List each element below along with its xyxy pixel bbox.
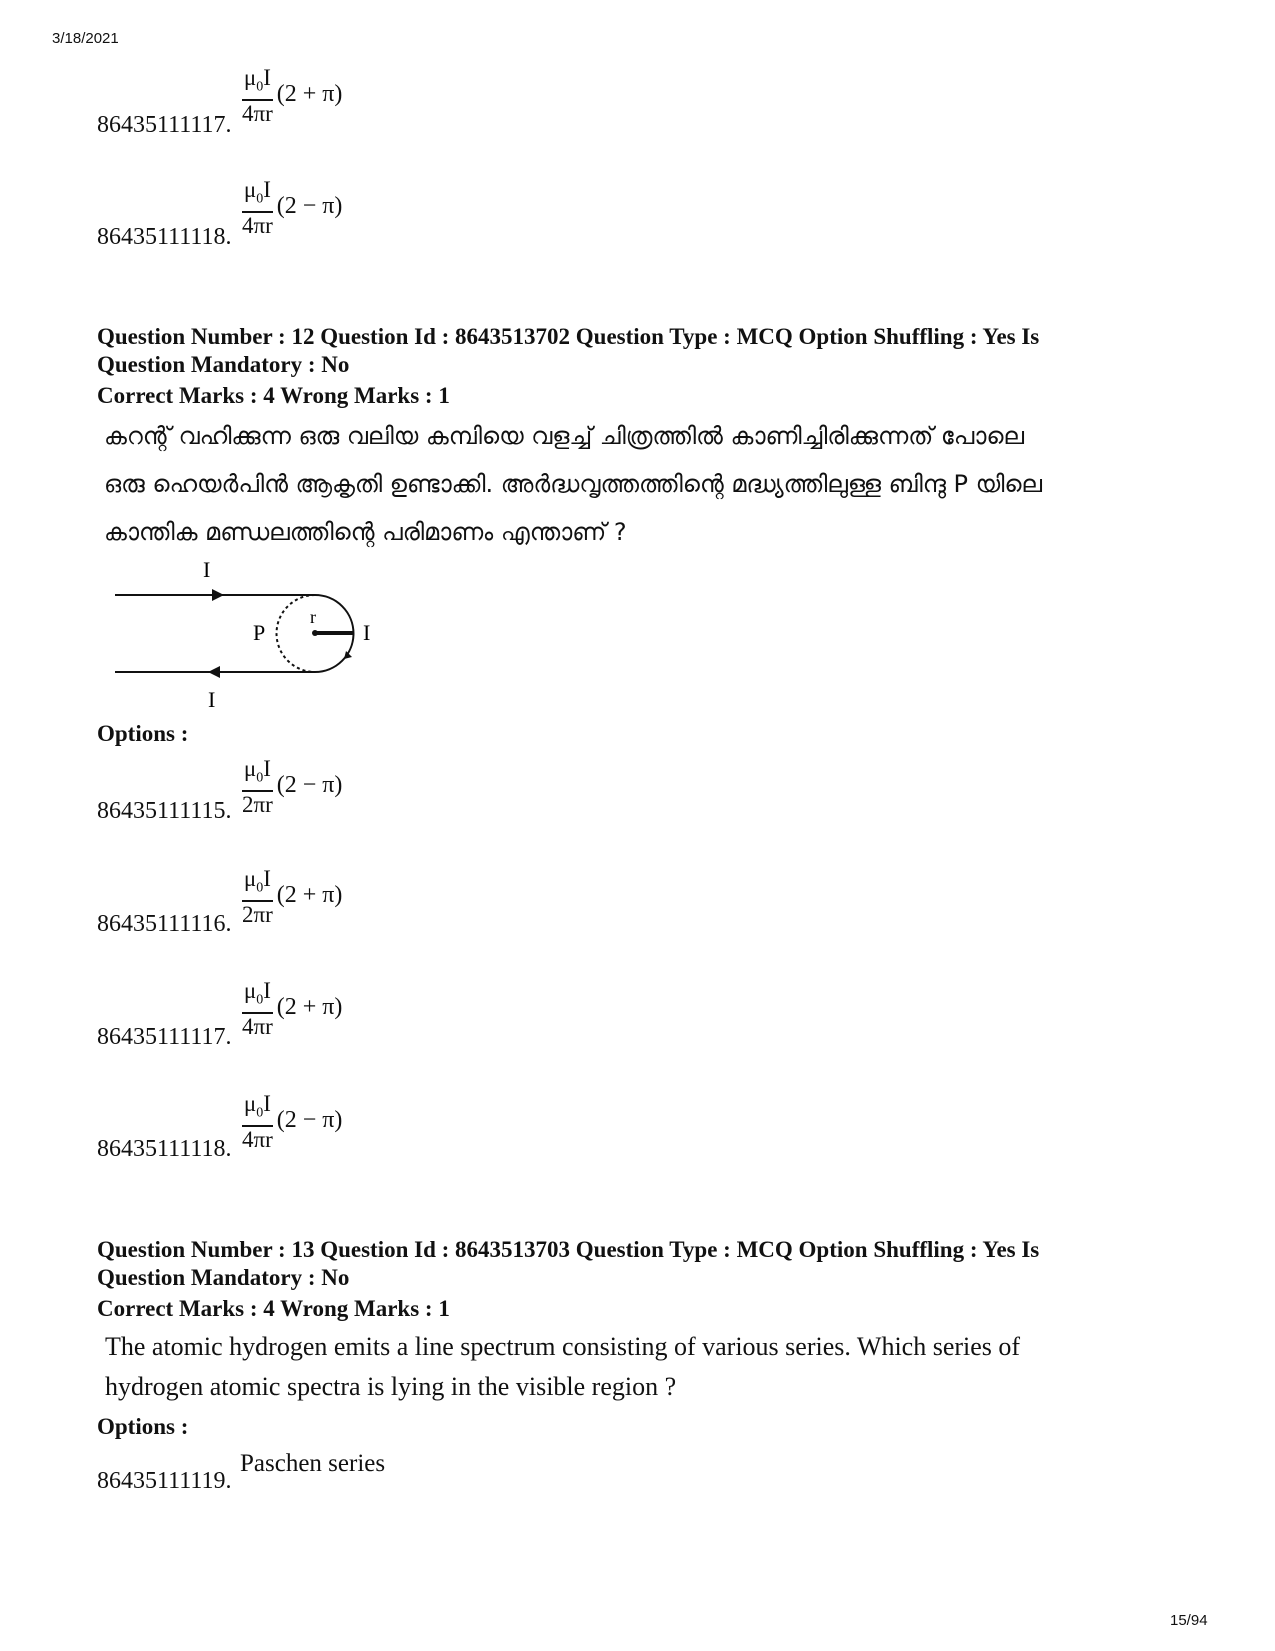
- option-formula: $\frac{\mu_0I}{4\pi r}$ (2 + π): [242, 65, 343, 126]
- option-id: 86435111115.: [97, 798, 232, 824]
- top-current-label: I: [203, 557, 211, 582]
- question-12-meta: Question Number : 12 Question Id : 8643513702 Question Type : MCQ Option Shuffling : Yes Is Question Mandatory : No: [97, 324, 1040, 377]
- question-12-options-label: Options :: [97, 721, 189, 746]
- top-current-arrow: [212, 589, 224, 601]
- option-id: 86435111117.: [97, 1024, 232, 1050]
- hairpin-wire-diagram: [100, 555, 390, 715]
- page-number: 15/94: [1170, 1612, 1208, 1629]
- option-id: 86435111118.: [97, 1136, 232, 1162]
- option-formula: $\frac{\mu_0I}{4\pi r}$ (2 − π): [242, 177, 343, 238]
- question-13-text: The atomic hydrogen emits a line spectrum consisting of various series. Which series of hydrogen atomic spectra is lying in the visible region ?: [105, 1332, 1021, 1401]
- option-formula: $\frac{\mu_0I}{2\pi r}$ (2 − π): [242, 756, 343, 817]
- page-date: 3/18/2021: [52, 30, 119, 47]
- question-13-marks: Correct Marks : 4 Wrong Marks : 1: [97, 1296, 450, 1321]
- option-id: 86435111119.: [97, 1468, 232, 1494]
- point-p-label: P: [253, 620, 266, 645]
- question-12-text: കറന്റ് വഹിക്കുന്ന ഒരു വലിയ കമ്പിയെ വളച്ച് ചിത്രത്തിൽ കാണിച്ചിരിക്കുന്നത് പോലെ ഒരു ഹെയർപിൻ ആകൃതി ഉണ്ടാക്കി. അർദ്ധവൃത്തത്തിന്റെ മദ്ധ്യത്തിലുള്ള ബിന്ദു P യിലെ കാന്തിക മണ്ഡലത്തിന്റെ പരിമാണം എന്താണ് ?: [104, 422, 1043, 546]
- option-formula: $\frac{\mu_0I}{2\pi r}$ (2 + π): [242, 866, 343, 927]
- right-current-label: I: [363, 620, 371, 645]
- bottom-current-label: I: [208, 687, 216, 712]
- option-id: 86435111118.: [97, 224, 232, 250]
- radius-label: r: [310, 607, 316, 627]
- question-13-options-label: Options :: [97, 1414, 189, 1439]
- bottom-current-arrow: [208, 666, 220, 678]
- option-id: 86435111117.: [97, 112, 232, 138]
- option-text: Paschen series: [240, 1450, 386, 1477]
- option-id: 86435111116.: [97, 911, 232, 937]
- question-13-meta: Question Number : 13 Question Id : 8643513703 Question Type : MCQ Option Shuffling : Yes Is Question Mandatory : No: [97, 1237, 1040, 1290]
- question-12-marks: Correct Marks : 4 Wrong Marks : 1: [97, 383, 450, 408]
- option-formula: $\frac{\mu_0I}{4\pi r}$ (2 − π): [242, 1091, 343, 1152]
- option-formula: $\frac{\mu_0I}{4\pi r}$ (2 + π): [242, 978, 343, 1039]
